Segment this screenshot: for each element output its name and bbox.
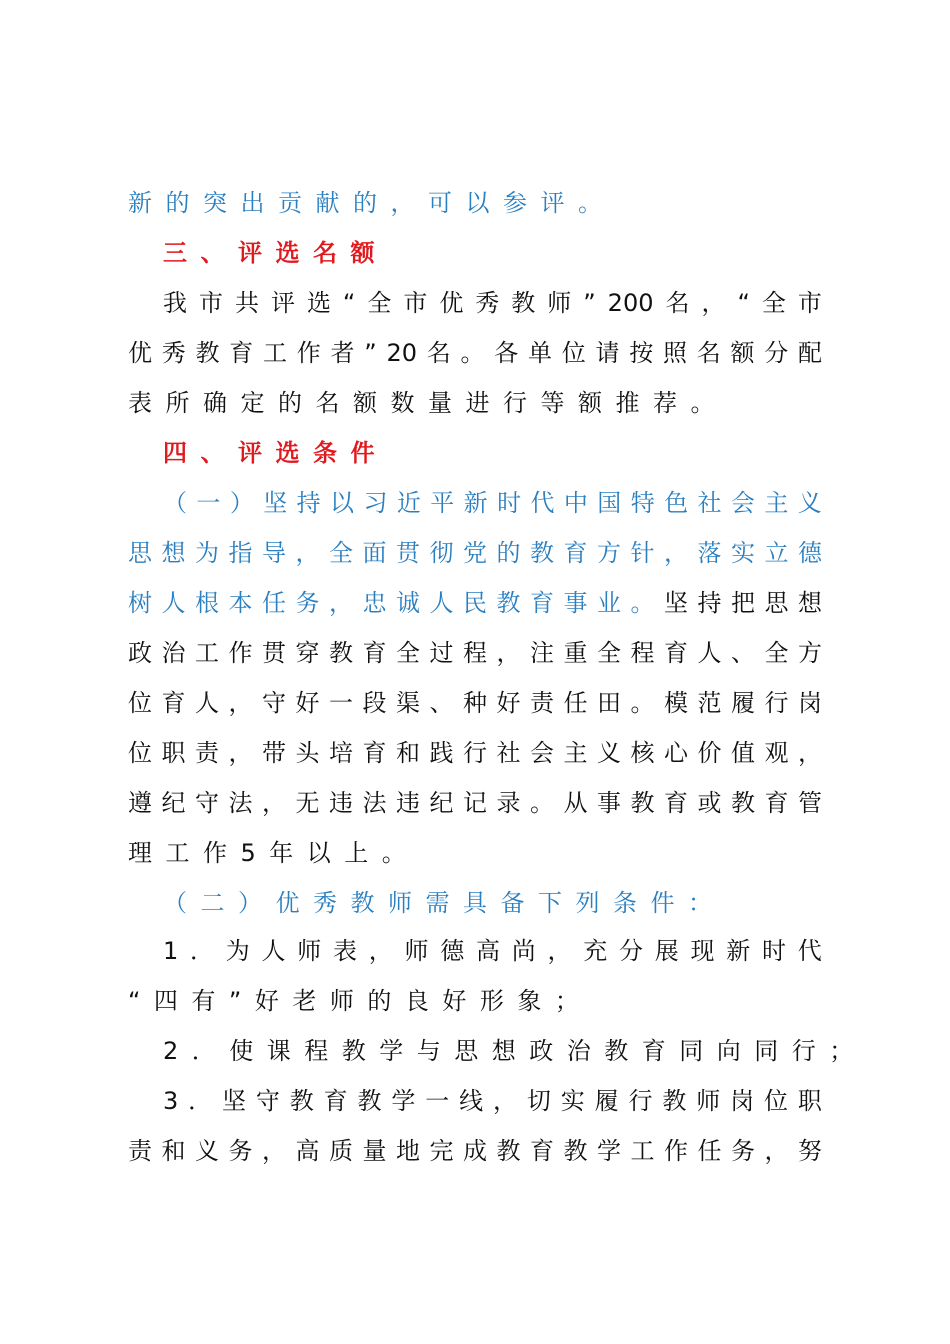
body-text-line: 位 职 责 ， 带 头 培 育 和 践 行 社 会 主 义 核 心 价 值 观 ， — [128, 739, 822, 767]
body-text-line: 位 育 人 ， 守 好 一 段 渠 、 种 好 责 任 田 。 模 范 履 行 岗 — [128, 689, 822, 717]
body-text-line: 政 治 工 作 贯 穿 教 育 全 过 程 ， 注 重 全 程 育 人 、 全 方 — [128, 639, 822, 667]
body-text-line: （二）优秀教师需具备下列条件： — [163, 889, 726, 917]
body-text-line: 优 秀 教 育 工 作 者 ” 20 名 。 各 单 位 请 按 照 名 额 分 配 — [128, 339, 822, 367]
body-text-line: 理工作5年以上。 — [128, 839, 420, 867]
body-text-line: 我 市 共 评 选 “ 全 市 优 秀 教 师 ” 200 名 ， “ 全 市 — [163, 289, 822, 317]
body-text-line: 表所确定的名额数量进行等额推荐。 — [128, 389, 728, 417]
body-text-line: 新的突出贡献的，可以参评。 — [128, 189, 616, 217]
body-text-line: 树 人 根 本 任 务 ， 忠 诚 人 民 教 育 事 业 。 坚 持 把 思 想 — [128, 589, 822, 617]
body-text-line: 遵 纪 守 法 ， 无 违 法 违 纪 记 录 。 从 事 教 育 或 教 育 管 — [128, 789, 822, 817]
section-heading: 四、评选条件 — [163, 439, 388, 467]
body-text-line: 2．使课程教学与思想政治教育同向同行； — [163, 1037, 867, 1065]
body-text-line: 责 和 义 务 ， 高 质 量 地 完 成 教 育 教 学 工 作 任 务 ， 努 — [128, 1137, 822, 1165]
section-heading: 三、评选名额 — [163, 239, 388, 267]
body-text-line: 思 想 为 指 导 ， 全 面 贯 彻 党 的 教 育 方 针 ， 落 实 立 德 — [128, 539, 822, 567]
body-text-line: 3 ． 坚 守 教 育 教 学 一 线 ， 切 实 履 行 教 师 岗 位 职 — [163, 1087, 822, 1115]
body-text-line: （ 一 ） 坚 持 以 习 近 平 新 时 代 中 国 特 色 社 会 主 义 — [163, 489, 822, 517]
body-text-line: 1 ． 为 人 师 表 ， 师 德 高 尚 ， 充 分 展 现 新 时 代 — [163, 937, 822, 965]
body-text-line: “四有”好老师的良好形象； — [128, 987, 593, 1015]
